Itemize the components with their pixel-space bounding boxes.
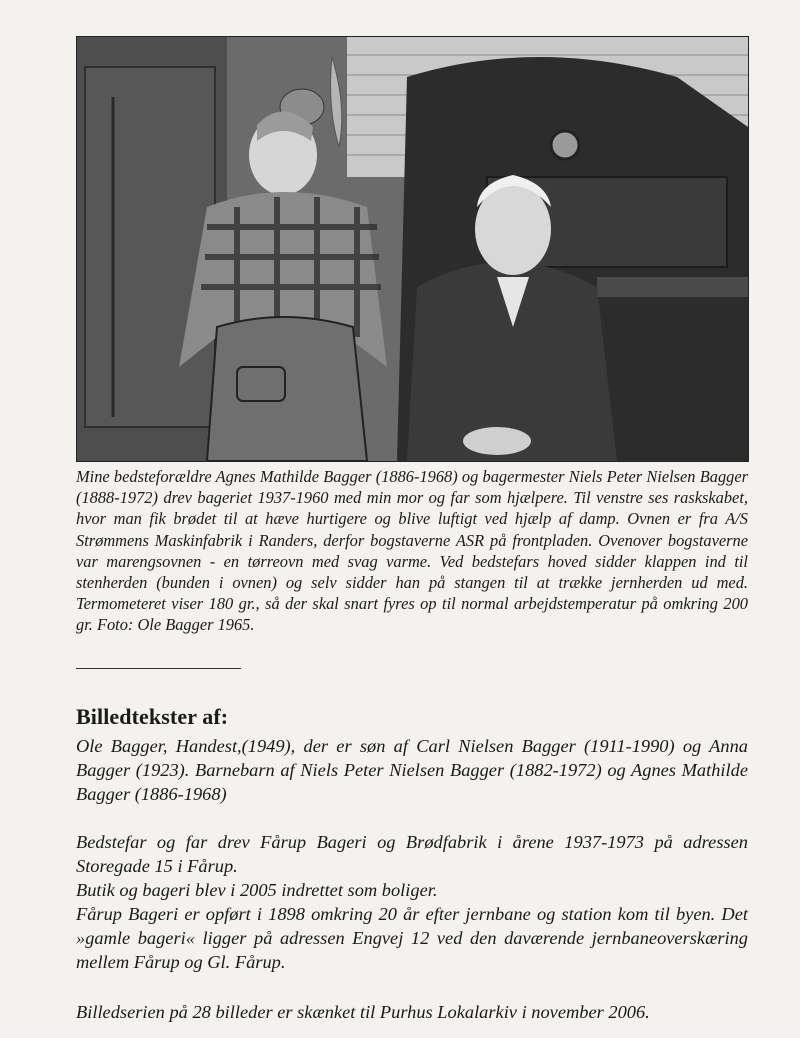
caption-text: Mine bedsteforældre Agnes Mathilde Bagger (1886-1968) og bagermester Niels Peter Nielsen Bagger (1888-1972) drev bageriet 1937-1960 med min mor og far som hjælpere. Til venstre ses raskskabet, hvor man fik brødet til at hæve hurtigere og blive luftigt ved hjælp af damp. Ovnen er fra A/S Strømmens Maskinfabrik i Randers, derfor bogstaverne ASR på frontpladen. Ovenover bogstaverne var marengsovnen - en tørreovn med svag varme. Ved bedstefars hoved sidder klappen ind til stenherden (bunden i ovnen) og selv sidder han på stangen til at trække jernherden ud med. Termometeret viser 180 gr., så der skal snart fyres op til normal arbejdstemperatur på omkring 200 gr. Foto: Ole Bagger 1965. xyxy=(76,467,748,635)
history-line-2: Butik og bageri blev i 2005 indrettet som boliger. xyxy=(76,880,438,900)
donation-paragraph xyxy=(76,1000,748,1024)
history-paragraph xyxy=(76,830,748,974)
credits-heading: Billedtekster af: xyxy=(76,704,229,729)
section-divider xyxy=(76,668,241,669)
photo-caption xyxy=(76,466,748,636)
history-line-1: Bedstefar og far drev Fårup Bageri og Brødfabrik i årene 1937-1973 på adressen Storegade 15 i Fårup. xyxy=(76,832,748,876)
donation-text: Billedserien på 28 billeder er skænket til Purhus Lokalarkiv i november 2006. xyxy=(76,1002,650,1022)
photo-illustration xyxy=(77,37,748,461)
bakery-photo xyxy=(76,36,749,462)
credits-text: Ole Bagger, Handest,(1949), der er søn af Carl Nielsen Bagger (1911-1990) og Anna Bagger (1923). Barnebarn af Niels Peter Nielsen Bagger (1882-1972) og Agnes Mathilde Bagger (1886-1968) xyxy=(76,736,748,804)
credits-paragraph xyxy=(76,734,748,806)
history-line-3: Fårup Bageri er opført i 1898 omkring 20 år efter jernbane og station kom til byen. Det »gamle bageri« ligger på adressen Engvej 12 ved den daværende jernbaneoverskæring mellem Fårup og Gl. Fårup. xyxy=(76,904,748,972)
